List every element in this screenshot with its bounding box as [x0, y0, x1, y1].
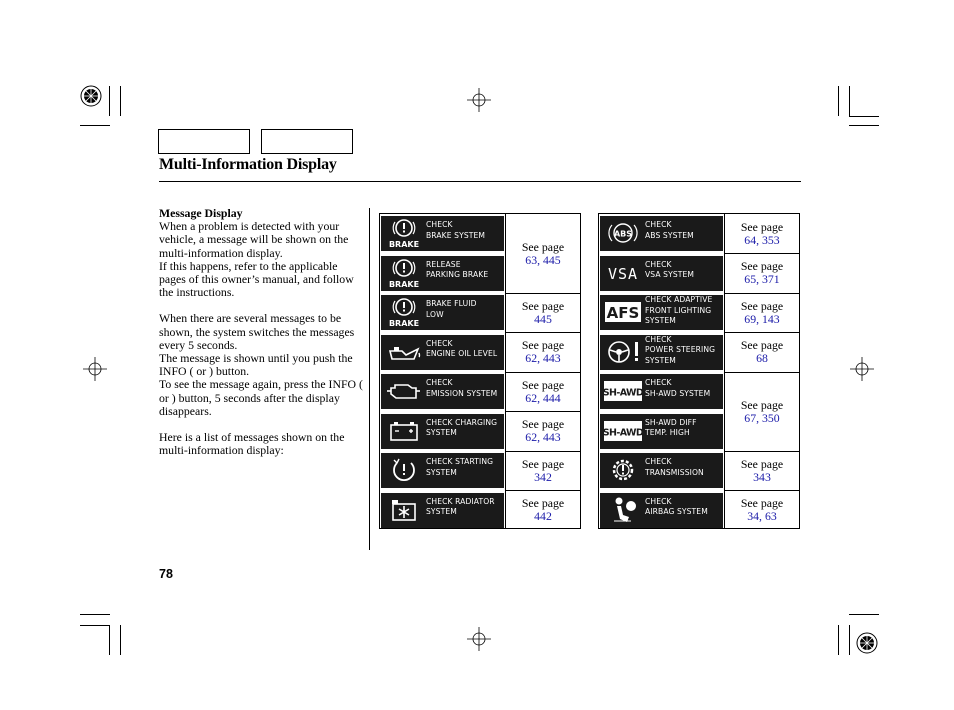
warning-message-display [600, 374, 723, 409]
page-reference [725, 260, 799, 286]
message-table-left [379, 213, 581, 529]
warning-message-display [381, 256, 504, 291]
warning-message-line: LOW [426, 309, 444, 319]
warning-message-line: ENGINE OIL LEVEL [426, 349, 498, 359]
brake-icon-label: BRAKE [388, 279, 420, 289]
see-page-label: See page [740, 259, 784, 274]
see-page-label: See page [521, 417, 565, 432]
warning-message-line: FRONT LIGHTING [645, 305, 712, 315]
page-link[interactable]: 62, 443 [525, 430, 561, 445]
page-reference [506, 418, 580, 444]
message-table-right [598, 213, 800, 529]
warning-message-text [645, 418, 697, 439]
section-heading: Message Display [159, 206, 243, 220]
page-link[interactable]: 442 [534, 509, 552, 524]
page-reference [506, 339, 580, 365]
warning-message-line: CHECK [426, 378, 453, 387]
warning-message-text [426, 260, 488, 281]
page-reference [506, 379, 580, 405]
page-reference [506, 241, 580, 267]
warning-message-display [600, 295, 723, 330]
see-page-label: See page [521, 377, 565, 392]
warning-message-line: BRAKE FLUID [426, 299, 477, 308]
warning-message-line: CHECK RADIATOR [426, 496, 495, 506]
warning-message-display [381, 335, 504, 370]
page-reference [725, 497, 799, 523]
page-reference [725, 300, 799, 326]
page-reference [725, 339, 799, 365]
warning-message-text [645, 295, 712, 327]
page-title: Multi-Information Display [159, 156, 337, 173]
crosshair-registration-icon [467, 88, 491, 112]
warning-message-display [600, 493, 723, 528]
crosshair-registration-icon [83, 357, 107, 381]
warning-message-text [645, 457, 704, 478]
warning-message-line: EMISSION SYSTEM [426, 388, 498, 398]
page-link[interactable]: 343 [753, 469, 771, 484]
abs-icon-label: ABS [613, 229, 633, 239]
page-link[interactable]: 62, 444 [525, 390, 561, 405]
warning-message-display [381, 414, 504, 449]
see-page-label: See page [521, 239, 565, 254]
page-link[interactable]: 34, 63 [747, 509, 777, 524]
page-reference [506, 497, 580, 523]
intro-paragraph: To see the message again, press the INFO ( or ) button, 5 seconds after the display disappears. [159, 377, 363, 418]
warning-message-display [381, 374, 504, 409]
afs-icon-label: AFS [606, 304, 640, 322]
page-reference [506, 458, 580, 484]
intro-paragraph: If this happens, refer to the applicable pages of this owner’s manual, and follow the instructions. [159, 258, 354, 300]
page-link[interactable]: 65, 371 [744, 272, 780, 287]
page-reference [725, 221, 799, 247]
vsa-icon-label: VSA [607, 264, 639, 283]
warning-message-text [426, 497, 495, 518]
warning-message-line: CHECK [645, 496, 672, 506]
warning-message-text [426, 457, 493, 478]
see-page-label: See page [740, 496, 784, 511]
registration-starburst-icon [80, 85, 102, 107]
warning-message-display [600, 256, 723, 291]
header-tab-box-2 [261, 129, 353, 154]
page-reference [725, 399, 799, 425]
warning-message-display [381, 295, 504, 330]
warning-message-line: TRANSMISSION [645, 467, 704, 477]
see-page-label: See page [740, 219, 784, 234]
warning-message-line: SH-AWD SYSTEM [645, 388, 711, 398]
warning-message-text [645, 220, 694, 241]
warning-message-line: SYSTEM [426, 467, 457, 477]
page-number: 78 [159, 567, 173, 581]
warning-message-line: BRAKE SYSTEM [426, 230, 486, 240]
warning-message-text [426, 299, 477, 320]
brake-icon-label: BRAKE [388, 240, 420, 249]
warning-message-text [426, 378, 497, 399]
warning-message-line: CHECK ADAPTIVE [645, 295, 713, 304]
see-page-label: See page [740, 397, 784, 412]
warning-message-display [381, 216, 504, 251]
registration-starburst-icon [856, 632, 878, 654]
warning-message-line: RELEASE [426, 259, 461, 269]
warning-message-text [426, 418, 497, 439]
page-link[interactable]: 342 [534, 469, 552, 484]
warning-message-text [645, 497, 708, 518]
page-link[interactable]: 68 [756, 351, 768, 366]
page-link[interactable]: 63, 445 [525, 252, 561, 267]
warning-message-line: ABS SYSTEM [645, 230, 694, 240]
crosshair-registration-icon [467, 627, 491, 651]
page-link[interactable]: 69, 143 [744, 311, 780, 326]
page-link[interactable]: 445 [534, 311, 552, 326]
see-page-label: See page [521, 456, 565, 471]
warning-message-line: PARKING BRAKE [426, 270, 489, 280]
warning-message-line: CHECK [645, 457, 672, 466]
brake-icon-label: BRAKE [388, 319, 420, 328]
warning-message-line: AIRBAG SYSTEM [645, 507, 708, 517]
warning-message-text [426, 220, 485, 241]
warning-message-line: TEMP. HIGH [645, 428, 690, 438]
warning-message-display [600, 216, 723, 251]
warning-message-line: CHECK [645, 259, 672, 269]
warning-message-line: CHECK CHARGING [426, 417, 498, 427]
crosshair-registration-icon [850, 357, 874, 381]
see-page-label: See page [740, 338, 784, 353]
intro-text [159, 207, 364, 457]
warning-message-line: SYSTEM [426, 507, 457, 517]
warning-message-display [381, 493, 504, 528]
warning-message-line: CHECK [426, 220, 453, 229]
warning-message-line: SH-AWD DIFF [645, 417, 697, 427]
page-reference [506, 300, 580, 326]
warning-message-display [600, 453, 723, 488]
warning-message-display [600, 335, 723, 370]
column-divider [369, 208, 370, 550]
warning-message-line: SYSTEM [426, 428, 457, 438]
warning-message-display [381, 453, 504, 488]
page-link[interactable]: 67, 350 [744, 410, 780, 425]
warning-message-line: POWER STEERING [645, 345, 716, 355]
warning-message-line: CHECK STARTING [426, 457, 494, 466]
intro-paragraph: When a problem is detected with your vehicle, a message will be shown on the multi-information display. [159, 219, 349, 260]
warning-message-line: CHECK [645, 220, 672, 229]
see-page-label: See page [521, 496, 565, 511]
see-page-label: See page [521, 338, 565, 353]
warning-message-text [645, 335, 715, 367]
see-page-label: See page [521, 298, 565, 313]
warning-message-line: CHECK [645, 334, 672, 344]
page-link[interactable]: 64, 353 [744, 232, 780, 247]
title-divider [159, 181, 801, 182]
intro-paragraph: The message is shown until you push the INFO ( or ) button. [159, 351, 353, 379]
page-reference [725, 458, 799, 484]
page-link[interactable]: 62, 443 [525, 351, 561, 366]
see-page-label: See page [740, 456, 784, 471]
intro-paragraph: Here is a list of messages shown on the multi-information display: [159, 430, 345, 458]
header-tab-box-1 [158, 129, 250, 154]
warning-message-text [645, 378, 710, 399]
warning-message-line: SYSTEM [645, 316, 676, 326]
warning-message-text [645, 260, 694, 281]
sh-awd-icon-label: SH-AWD [603, 427, 643, 438]
warning-message-line: SYSTEM [645, 355, 676, 365]
intro-paragraph: When there are several messages to be shown, the system switches the messages every 5 seconds. [159, 311, 355, 352]
warning-message-line: CHECK [426, 338, 453, 348]
warning-message-text [426, 339, 497, 360]
warning-message-display [600, 414, 723, 449]
warning-message-line: VSA SYSTEM [645, 270, 695, 280]
see-page-label: See page [740, 298, 784, 313]
sh-awd-icon-label: SH-AWD [603, 387, 643, 399]
warning-message-line: CHECK [645, 378, 672, 387]
